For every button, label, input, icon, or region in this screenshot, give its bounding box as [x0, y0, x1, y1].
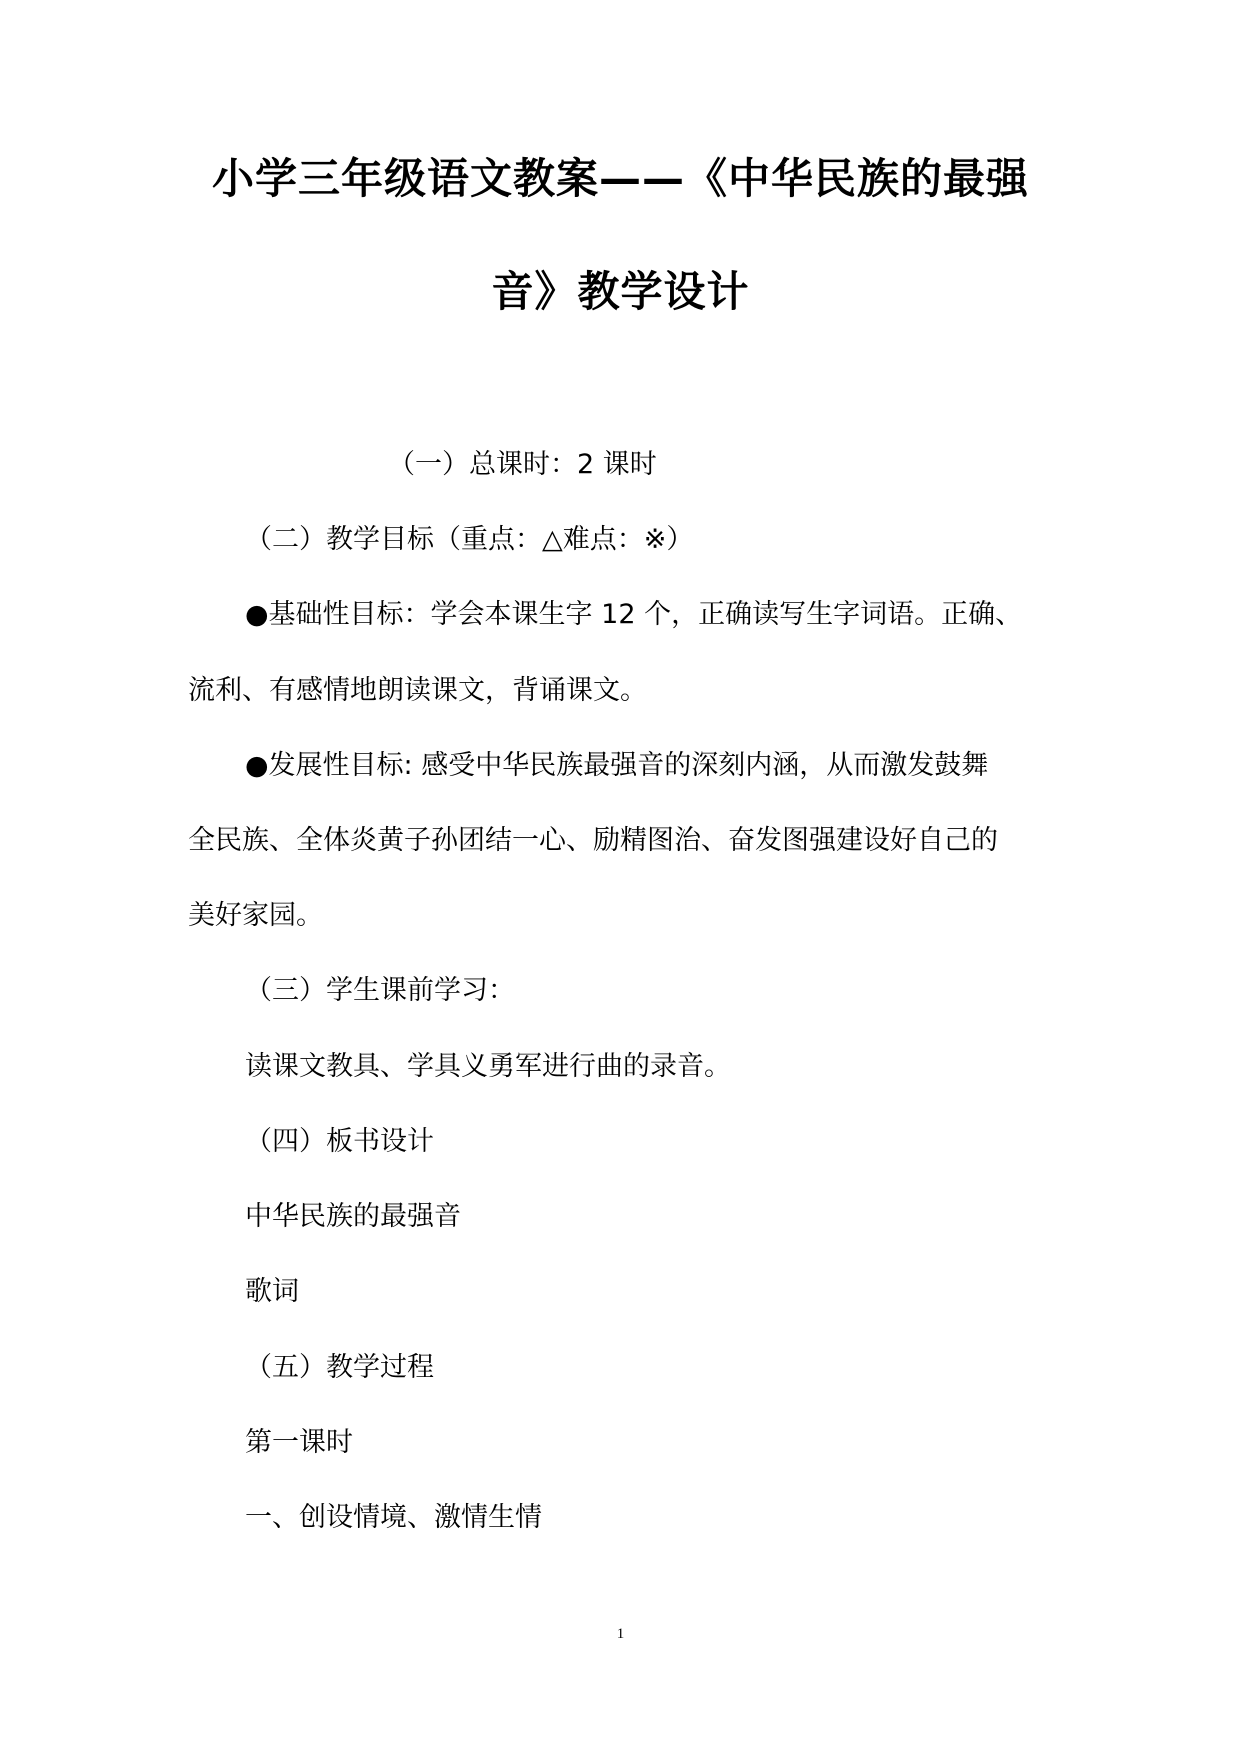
total-hours-line: （一）总课时：2 课时: [388, 449, 657, 480]
development-goal-line-3: 美好家园。: [188, 900, 323, 931]
teaching-process-heading: （五）教学过程: [245, 1352, 434, 1383]
pre-class-study-heading: （三）学生课前学习：: [245, 975, 515, 1006]
document-title-line-1: 小学三年级语文教案——《中华民族的最强: [211, 154, 1029, 203]
step-one-heading: 一、创设情境、激情生情: [245, 1502, 542, 1533]
basic-goal-line-1: ●基础性目标：学会本课生字 12 个，正确读写生字词语。正确、: [245, 599, 1023, 630]
development-goal-line-2: 全民族、全体炎黄子孙团结一心、励精图治、奋发图强建设好自己的: [188, 825, 998, 856]
basic-goal-line-2: 流利、有感情地朗读课文，背诵课文。: [188, 675, 647, 706]
first-lesson-heading: 第一课时: [245, 1427, 353, 1458]
development-goal-line-1: ●发展性目标: 感受中华民族最强音的深刻内涵，从而激发鼓舞: [245, 750, 989, 781]
board-design-heading: （四）板书设计: [245, 1126, 434, 1157]
board-design-lyrics: 歌词: [245, 1276, 299, 1307]
document-title-line-2: 音》教学设计: [491, 267, 750, 316]
pre-class-study-content: 读课文教具、学具义勇军进行曲的录音。: [245, 1051, 731, 1082]
board-design-title: 中华民族的最强音: [245, 1201, 461, 1232]
page-number: 1: [616, 1626, 625, 1642]
teaching-goals-heading: （二）教学目标（重点：△难点：※）: [245, 524, 694, 555]
